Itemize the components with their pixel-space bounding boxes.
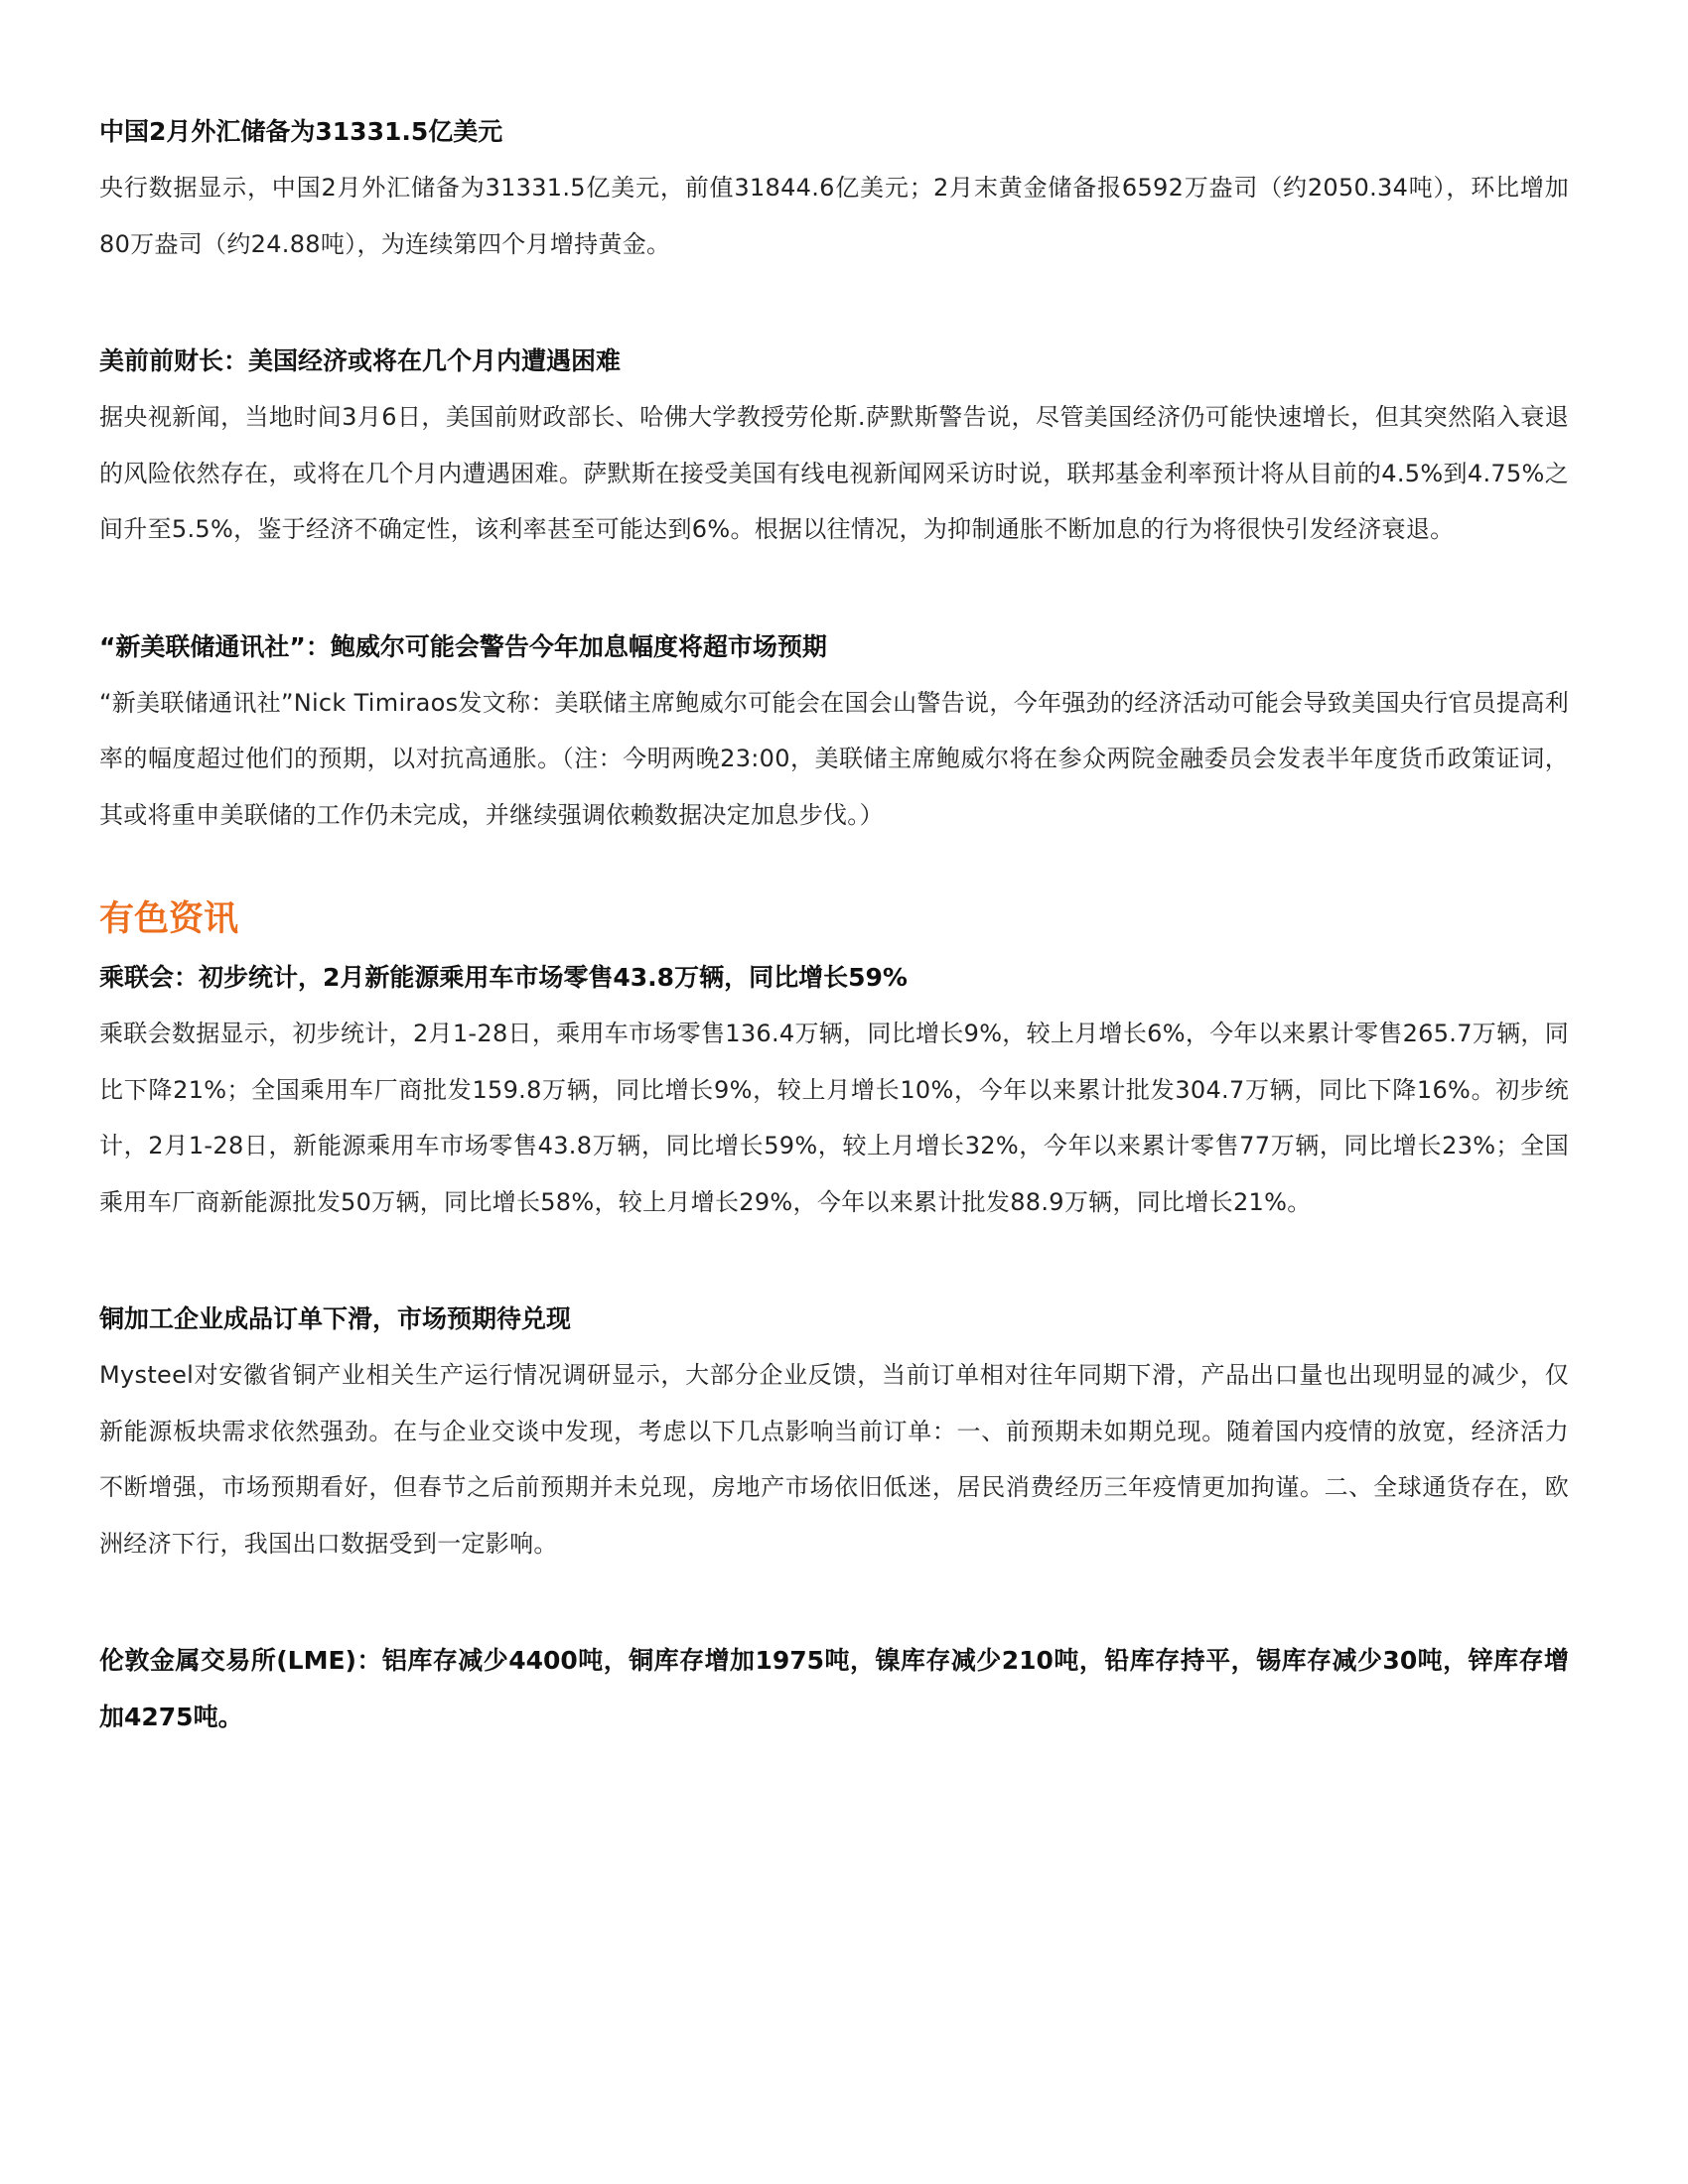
article-summers-warning — [99, 334, 1569, 558]
spacer — [99, 1230, 1569, 1292]
lme-inventory-note: 伦敦金属交易所(LME)：铝库存减少4400吨，铜库存增加1975吨，镍库存减少210吨，铅库存持平，锡库存减少30吨，锌库存增加4275吨。 — [99, 1646, 1569, 1731]
spacer — [99, 1571, 1569, 1633]
article-fx-reserves — [99, 104, 1569, 272]
article-nev-sales — [99, 950, 1569, 1230]
section-heading-nonferrous: 有色资讯 — [99, 899, 239, 939]
article-title: 铜加工企业成品订单下滑，市场预期待兑现 — [99, 1304, 572, 1333]
article-body: 据央视新闻，当地时间3月6日，美国前财政部长、哈佛大学教授劳伦斯.萨默斯警告说，尽管美国经济仍可能快速增长，但其突然陷入衰退的风险依然存在，或将在几个月内遭遇困难。萨默斯在接受美国有线电视新闻网采访时说，联邦基金利率预计将从目前的4.5%到4.75%之间升至5.5%，鉴于经济不确定性，该利率甚至可能达到6%。根据以往情况，为抑制通胀不断加息的行为将很快引发经济衰退。 — [99, 403, 1569, 543]
article-title: 乘联会：初步统计，2月新能源乘用车市场零售43.8万辆，同比增长59% — [99, 963, 908, 992]
spacer — [99, 843, 1569, 894]
spacer — [99, 272, 1569, 334]
article-title: 中国2月外汇储备为31331.5亿美元 — [99, 117, 503, 146]
document-page — [99, 104, 1569, 1745]
article-body: 央行数据显示，中国2月外汇储备为31331.5亿美元，前值31844.6亿美元；2月末黄金储备报6592万盎司（约2050.34吨），环比增加80万盎司（约24.88吨），为连续第四个月增持黄金。 — [99, 174, 1569, 258]
article-body: 乘联会数据显示，初步统计，2月1-28日，乘用车市场零售136.4万辆，同比增长9%，较上月增长6%，今年以来累计零售265.7万辆，同比下降21%；全国乘用车厂商批发159.8万辆，同比增长9%，较上月增长10%，今年以来累计批发304.7万辆，同比下降16%。初步统计，2月1-28日，新能源乘用车市场零售43.8万辆，同比增长59%，较上月增长32%，今年以来累计零售77万辆，同比增长23%；全国乘用车厂商新能源批发50万辆，同比增长58%，较上月增长29%，今年以来累计批发88.9万辆，同比增长21%。 — [99, 1020, 1569, 1216]
article-body: “新美联储通讯社”Nick Timiraos发文称：美联储主席鲍威尔可能会在国会山警告说，今年强劲的经济活动可能会导致美国央行官员提高利率的幅度超过他们的预期，以对抗高通胀。（注：今明两晚23:00，美联储主席鲍威尔将在参众两院金融委员会发表半年度货币政策证词，其或将重申美联储的工作仍未完成，并继续强调依赖数据决定加息步伐。） — [99, 688, 1569, 829]
spacer — [99, 558, 1569, 619]
article-title: “新美联储通讯社”：鲍威尔可能会警告今年加息幅度将超市场预期 — [99, 631, 827, 661]
article-fed-powell — [99, 619, 1569, 844]
article-title: 美前前财长：美国经济或将在几个月内遭遇困难 — [99, 346, 622, 375]
article-body: Mysteel对安徽省铜产业相关生产运行情况调研显示，大部分企业反馈，当前订单相对往年同期下滑，产品出口量也出现明显的减少，仅新能源板块需求依然强劲。在与企业交谈中发现，考虑以下几点影响当前订单：一、前预期未如期兑现。随着国内疫情的放宽，经济活力不断增强，市场预期看好，但春节之后前预期并未兑现，房地产市场依旧低迷，居民消费经历三年疫情更加拘谨。二、全球通货存在，欧洲经济下行，我国出口数据受到一定影响。 — [99, 1361, 1569, 1558]
article-copper-orders — [99, 1292, 1569, 1571]
